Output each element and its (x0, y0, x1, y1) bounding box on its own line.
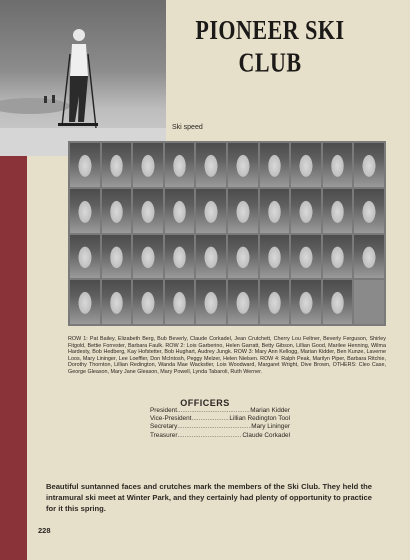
officer-row (150, 423, 290, 431)
member-portrait (291, 189, 321, 233)
member-portrait (165, 189, 195, 233)
officers-heading: OFFICERS (180, 398, 230, 408)
accent-side-bar (0, 156, 27, 560)
officer-name: Mary Lininger (251, 423, 290, 431)
member-portrait (260, 280, 290, 324)
member-portrait (70, 235, 100, 279)
skier-photo (0, 0, 166, 156)
officer-name: Marian Kidder (250, 407, 290, 414)
officer-row (150, 415, 290, 423)
member-portrait (70, 280, 100, 324)
member-portrait (196, 189, 226, 233)
dot-leader (177, 407, 250, 415)
member-portrait (196, 143, 226, 187)
member-portrait (165, 143, 195, 187)
officer-row (150, 432, 290, 440)
member-portrait (260, 235, 290, 279)
member-portrait (133, 143, 163, 187)
skier-illustration (0, 0, 166, 156)
officer-row (150, 407, 290, 415)
member-portrait-grid (68, 141, 386, 326)
member-names-paragraph: ROW 1: Pat Bailey, Elizabeth Berg, Bub Beverly, Claude Corkadel, Jean Crutchett, Cherry Lou Feltner, Beverly Ferguson, Shirley Fitgold, Bettie Forrester, Barbara Faulk. ROW 2: Lois Garberino, Helen Garratt, Betty Gibson, Lillian Good, Marilee Henning, Wilma Hardesty, Bob Hedberg, Kay Hofstetter, Bob Hughart, Audrey Jungk. ROW 3: Mary Ann Kellogg, Marian Kidder, Ben Kunze, Laverne Loos, Mary Lininger, Lee Loeffler, Don McIntosh, Peggy Melzer, Helen Nielsen. ROW 4: Ralph Peak, Marilyn Piper, Barbara Ritchie, Dorothy Thornton, Lillian Redington, Wanda Mae Wackstler, Lois Woodward, Margaret Wright, Dive Brown, OTHERS: Cleo Case, George Gleason, Mary Jane Gleason, Mary Powell, Lynda Tabaroli, Ruth Werner. (68, 336, 386, 375)
member-portrait (165, 235, 195, 279)
officer-role: President (150, 407, 177, 414)
member-portrait (323, 235, 353, 279)
officer-name: Claude Corkadel (242, 431, 290, 439)
page-title: PIONEER SKI CLUB (195, 14, 345, 78)
member-portrait (260, 143, 290, 187)
member-portrait (133, 280, 163, 324)
member-portrait (228, 189, 258, 233)
dot-leader (177, 423, 251, 431)
member-portrait (70, 189, 100, 233)
member-portrait (291, 280, 321, 324)
member-portrait (260, 189, 290, 233)
dot-leader (191, 415, 229, 423)
member-portrait (165, 280, 195, 324)
member-portrait (102, 189, 132, 233)
member-portrait (196, 280, 226, 324)
member-portrait (323, 189, 353, 233)
member-portrait (133, 235, 163, 279)
member-portrait (323, 280, 353, 324)
officer-name: Lillian Redington Tool (229, 415, 290, 423)
member-portrait (354, 143, 384, 187)
member-portrait (354, 235, 384, 279)
photo-caption: Ski speed (172, 124, 203, 131)
member-portrait (228, 235, 258, 279)
member-portrait (291, 235, 321, 279)
member-portrait (133, 189, 163, 233)
page-number: 228 (38, 526, 51, 535)
member-portrait (102, 235, 132, 279)
member-portrait (102, 143, 132, 187)
officer-role: Secretary (150, 423, 178, 431)
member-portrait (70, 143, 100, 187)
club-description: Beautiful suntanned faces and crutches mark the members of the Ski Club. They held the intramural ski meet at Winter Park, and they certainly had plenty of opportunity to practice for it this spring. (46, 482, 372, 513)
officers-list (150, 407, 290, 440)
member-portrait (291, 143, 321, 187)
empty-portrait-slot (354, 280, 384, 324)
member-portrait (102, 280, 132, 324)
member-portrait (354, 189, 384, 233)
member-portrait (323, 143, 353, 187)
dot-leader (177, 432, 242, 440)
member-portrait (228, 280, 258, 324)
officer-role: Treasurer (150, 431, 178, 439)
member-portrait (196, 235, 226, 279)
officer-role: Vice-President (150, 415, 192, 423)
member-portrait (228, 143, 258, 187)
